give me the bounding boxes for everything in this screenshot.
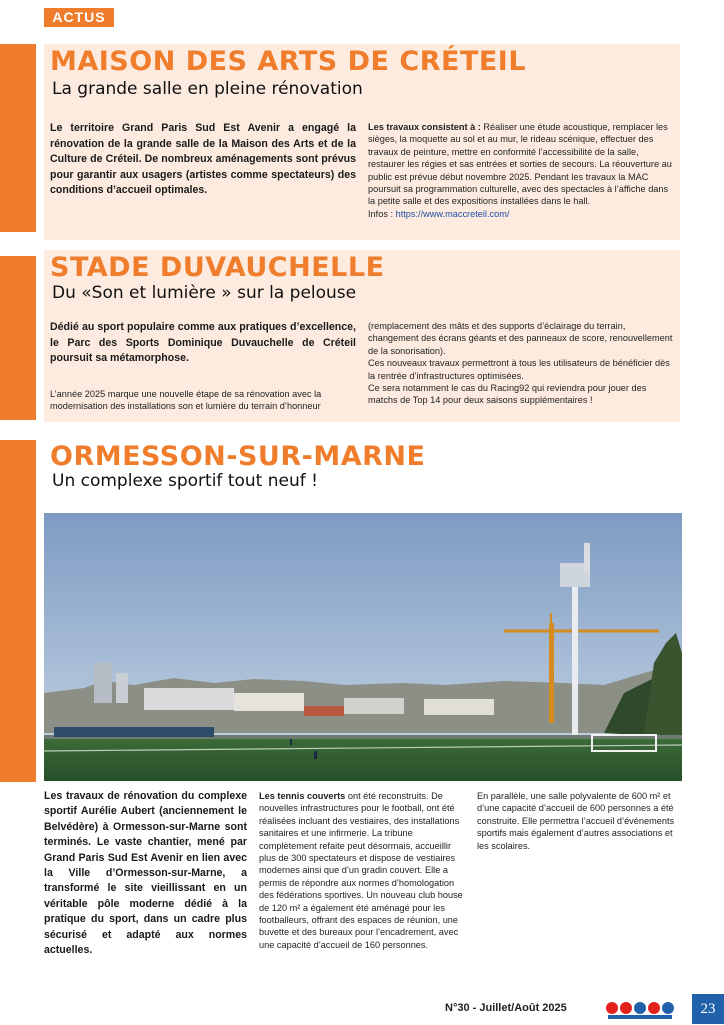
article1-body-text: Réaliser une étude acoustique, remplacer les sièges, la moquette au sol et au mur, le rideau scénique, effectuer des travaux de peinture, mettre en conformité l’accessibilité de la salle, restaurer les régies et sas entrées et sorties de secours. La réouverture au public est prévue début novembre 2025. Pendant les travaux la MAC poursuit sa programmation culturelle, avec des spectacles à l’affiche dans la petite salle et des expositions installées dans le hall. bbox=[368, 122, 672, 207]
issue-info: N°30 - Juillet/Août 2025 bbox=[445, 1002, 567, 1014]
article3-lead: Les travaux de rénovation du complexe sportif Aurélie Aubert (anciennement le Belvédère) à Ormesson-sur-Marne sont terminés. Le vaste chantier, mené par Grand Paris Sud Est Avenir en lien avec la Ville d’Ormesson-sur-Marne, a transformé le site vieillissant en un véritable pôle moderne dédié à la pratique du sport, dans un cadre plus sécurisé et adapté aux normes actuelles. bbox=[44, 790, 247, 957]
article3-subtitle: Un complexe sportif tout neuf ! bbox=[52, 471, 318, 491]
stadium-photo-illustration bbox=[44, 513, 682, 781]
article1-infos-label: Infos : bbox=[368, 208, 396, 219]
article2-body-right bbox=[368, 320, 676, 407]
article2-body-right-2: Ces nouveaux travaux permettront à tous les utilisateurs de bénéficier dès la rentrée d’infrastructures optimisées. bbox=[368, 358, 670, 381]
article2-body-right-3: Ce sera notamment le cas du Racing92 qui reviendra pour jouer des matchs de Top 14 pour deux saisons supplémentaires ! bbox=[368, 383, 647, 406]
article1-body bbox=[368, 121, 674, 220]
maccreteil-link[interactable]: https://www.maccreteil.com/ bbox=[395, 208, 510, 219]
article3-col2 bbox=[259, 790, 465, 951]
article2-body-left: L’année 2025 marque une nouvelle étape de sa rénovation avec la modernisation des installations son et lumière du terrain d’honneur bbox=[50, 389, 322, 412]
article2-lead: Dédié au sport populaire comme aux pratiques d’excellence, le Parc des Sports Dominique Duvauchelle de Créteil poursuit sa métamorphose. bbox=[50, 321, 356, 364]
page-number: 23 bbox=[692, 994, 724, 1024]
side-tab-2 bbox=[0, 256, 36, 420]
article3-title: ORMESSON-SUR-MARNE bbox=[50, 441, 426, 472]
magazine-logo-icon bbox=[604, 998, 676, 1020]
article2-body-right-1: (remplacement des mâts et des supports d’éclairage du terrain, changement des écrans géants et des panneaux de score, renouvellement de la sonorisation). bbox=[368, 321, 673, 356]
side-tab-3 bbox=[0, 440, 36, 782]
article2-title: STADE DUVAUCHELLE bbox=[50, 252, 385, 283]
article1-lead: Le territoire Grand Paris Sud Est Avenir a engagé la rénovation de la grande salle de la Maison des Arts et de la Culture de Créteil. De nombreux aménagements sont prévus pour garantir aux usagers (artistes comme spectateurs) des conditions d’accueil optimales. bbox=[50, 122, 356, 196]
article1-title: MAISON DES ARTS DE CRÉTEIL bbox=[50, 46, 527, 77]
stadium-photo bbox=[44, 513, 682, 781]
article1-subtitle: La grande salle en pleine rénovation bbox=[52, 79, 363, 99]
article2-subtitle: Du «Son et lumière » sur la pelouse bbox=[52, 283, 357, 303]
side-tab-1 bbox=[0, 44, 36, 232]
article3-col2-text: ont été reconstruits. De nouvelles infrastructures pour le football, ont été réalisées incluant des vestiaires, des installations sanitaires et une infirmerie. La tribune complètement refaite peut désormais, accueillir plus de 300 spectateurs et dispose de vestiaires modernes ainsi que d’un gradin couvert. Elle a permis de répondre aux normes d’homologation des fédérations sportives. Un nouveau club house de 120 m² a également été aménagé pour les footballeurs, offrant des espaces de réunion, une buvette et des bureaux pour l’encadrement, avec une capacité d’accueil de 160 personnes. bbox=[259, 791, 463, 950]
magazine-logo bbox=[604, 998, 676, 1020]
article3-col3: En parallèle, une salle polyvalente de 600 m² et d’une capacité d’accueil de 600 personnes a été construite. Elle permettra l’accueil d’événements sportifs mais également d’autres associations et les scolaires. bbox=[477, 791, 675, 851]
article1-body-bold: Les travaux consistent à : bbox=[368, 122, 481, 132]
article3-col2-bold: Les tennis couverts bbox=[259, 791, 346, 801]
section-tag: ACTUS bbox=[44, 8, 114, 27]
